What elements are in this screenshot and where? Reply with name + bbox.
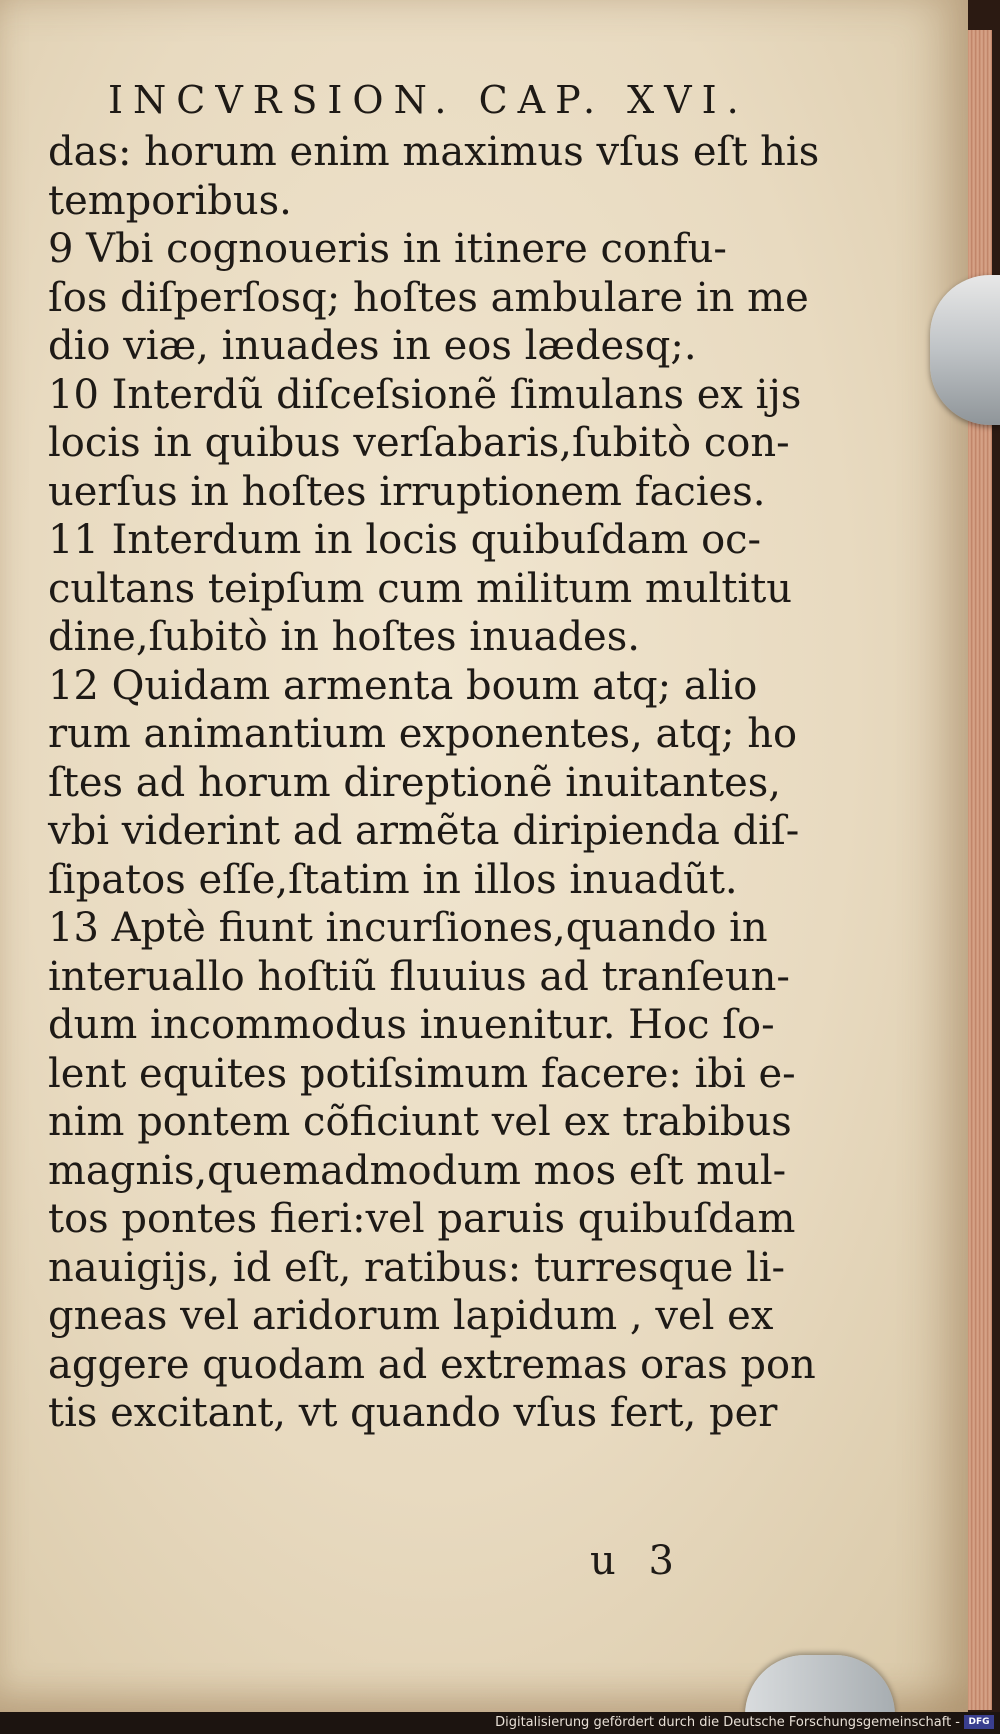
text-line: nauigijs, id eſt, ratibus: turresque li-	[48, 1244, 786, 1291]
text-line: das: horum enim maximus vſus eſt his	[48, 129, 820, 175]
text-line: interuallo hoſtiũ fluuius ad tranſeun-	[48, 953, 790, 1000]
footer-credit: Digitalisierung gefördert durch die Deutsche Forschungsgemeinschaft -	[495, 1715, 960, 1730]
text-line: gneas vel aridorum lapidum , vel ex	[48, 1293, 774, 1339]
text-line: dum incommodus inuenitur. Hoc ſo-	[48, 1002, 775, 1048]
text-line: uerſus in hoſtes irruptionem facies.	[48, 468, 766, 515]
text-line: lent equites potiſsimum facere: ibi e-	[48, 1050, 796, 1097]
text-line: aggere quodam ad extremas oras pon	[48, 1341, 816, 1388]
text-line: cultans teipſum cum militum multitu	[48, 565, 793, 612]
text-line: magnis,quemadmodum mos eſt mul-	[48, 1147, 787, 1194]
catchword: u 3	[590, 1538, 684, 1584]
text-line: dio viæ, inuades in eos lædesq;.	[48, 323, 697, 369]
text-line: ſos diſperſosq; hoſtes ambulare in me	[48, 274, 809, 321]
running-header: INCVRSION. CAP. XVI.	[108, 78, 749, 122]
dfg-logo-icon: DFG	[964, 1715, 994, 1729]
text-line: dine,ſubitò in hoſtes inuades.	[48, 614, 640, 660]
text-line: locis in quibus verſabaris,ſubitò con-	[48, 420, 790, 466]
text-line: 10 Interdũ diſceſsionẽ ſimulans ex ijs	[48, 371, 802, 418]
body-text	[48, 128, 820, 1438]
text-line: 9 Vbi cognoueris in itinere confu-	[48, 226, 727, 272]
text-line: 11 Interdum in locis quibuſdam oc-	[48, 517, 762, 563]
text-line: tos pontes fieri:vel paruis quibuſdam	[48, 1196, 796, 1242]
text-line: ſipatos eſſe,ſtatim in illos inuadũt.	[48, 856, 738, 903]
text-line: temporibus.	[48, 177, 292, 224]
text-line: tis excitant, vt quando vſus fert, per	[48, 1390, 778, 1436]
text-line: ſtes ad horum direptionẽ inuitantes,	[48, 759, 782, 806]
text-line: 13 Aptè fiunt incurſiones,quando in	[48, 905, 768, 951]
text-line: 12 Quidam armenta boum atq; alio	[48, 662, 758, 709]
text-line: vbi viderint ad armẽta diripienda diſ-	[48, 808, 800, 854]
text-line: rum animantium exponentes, atq; ho	[48, 711, 798, 757]
text-line: nim pontem cõficiunt vel ex trabibus	[48, 1099, 792, 1145]
footer-bar	[0, 1712, 1000, 1734]
